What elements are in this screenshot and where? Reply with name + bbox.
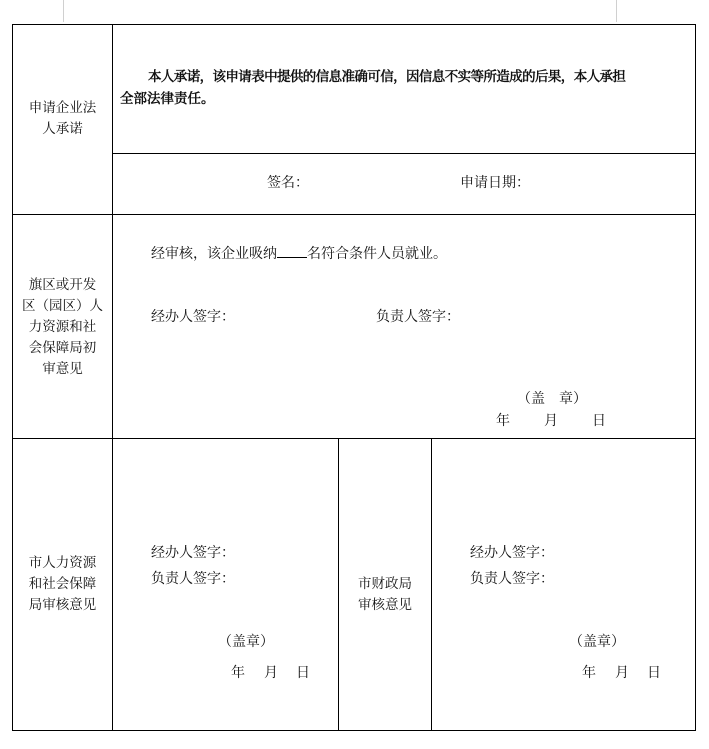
row2-date-day: 日 bbox=[592, 413, 606, 429]
row3-left-handler-signature[interactable]: 经办人签字： bbox=[151, 545, 235, 561]
row3-left-seal: （盖章） bbox=[218, 634, 274, 650]
row-divider-2 bbox=[12, 438, 696, 439]
row-divider-1 bbox=[12, 214, 696, 215]
row2-date-month: 月 bbox=[544, 413, 558, 429]
row3-left-date-year: 年 bbox=[231, 665, 245, 681]
page-margin-guide-right bbox=[616, 0, 617, 22]
employee-count-blank[interactable] bbox=[277, 243, 307, 258]
row3-right-date-year: 年 bbox=[582, 665, 596, 681]
table-border-bottom bbox=[12, 730, 696, 731]
page-margin-guide-left bbox=[63, 0, 64, 22]
row2-handler-signature[interactable]: 经办人签字： bbox=[151, 309, 235, 325]
row3-left-date-month: 月 bbox=[264, 665, 278, 681]
row3-left-date-day: 日 bbox=[296, 665, 310, 681]
finance-bureau-label-line1: 市财政局 bbox=[358, 576, 412, 592]
row3-right-seal: （盖章） bbox=[569, 634, 625, 650]
table-border-right bbox=[695, 24, 696, 731]
row3-label-line3: 局审核意见 bbox=[28, 597, 97, 613]
signature-field[interactable]: 签名： bbox=[267, 175, 309, 191]
row2-leader-signature[interactable]: 负责人签字： bbox=[376, 309, 460, 325]
row2-date-year: 年 bbox=[496, 413, 510, 429]
row2-label-line3: 力资源和社 bbox=[28, 319, 97, 335]
review-statement-suffix: 名符合条件人员就业。 bbox=[307, 246, 447, 262]
row1-inner-divider bbox=[112, 153, 696, 154]
row1-label bbox=[14, 98, 111, 140]
row2-label bbox=[14, 275, 111, 380]
row3-right-date-day: 日 bbox=[647, 665, 661, 681]
row3-right-leader-signature[interactable]: 负责人签字： bbox=[470, 571, 554, 587]
row2-label-line5: 审意见 bbox=[42, 361, 83, 377]
row3-right-date-month: 月 bbox=[615, 665, 629, 681]
promise-text-line1: 本人承诺，该申请表中提供的信息准确可信，因信息不实等所造成的后果，本人承担 bbox=[148, 69, 626, 85]
row3-divider-a bbox=[338, 438, 339, 731]
row2-label-line1: 旗区或开发 bbox=[28, 277, 97, 293]
promise-text-line2: 全部法律责任。 bbox=[120, 91, 215, 107]
label-column-divider bbox=[112, 24, 113, 731]
table-border-top bbox=[12, 24, 696, 25]
row2-label-line2: 区（园区）人 bbox=[22, 298, 103, 314]
row3-label-line2: 和社会保障 bbox=[28, 576, 97, 592]
row3-divider-b bbox=[431, 438, 432, 731]
row3-left-leader-signature[interactable]: 负责人签字： bbox=[151, 571, 235, 587]
finance-bureau-label bbox=[340, 574, 430, 616]
row1-label-line2: 人承诺 bbox=[42, 121, 83, 137]
table-border-left bbox=[12, 24, 13, 731]
row3-label bbox=[14, 553, 111, 616]
review-statement-prefix: 经审核，该企业吸纳 bbox=[151, 246, 277, 262]
row2-label-line4: 会保障局初 bbox=[28, 340, 97, 356]
application-date-field[interactable]: 申请日期： bbox=[460, 175, 530, 191]
row3-label-line1: 市人力资源 bbox=[28, 555, 97, 571]
row1-label-line1: 申请企业法 bbox=[28, 100, 97, 116]
review-statement bbox=[151, 243, 447, 265]
row2-seal: （盖 章） bbox=[517, 391, 587, 407]
finance-bureau-label-line2: 审核意见 bbox=[358, 597, 412, 613]
row3-right-handler-signature[interactable]: 经办人签字： bbox=[470, 545, 554, 561]
